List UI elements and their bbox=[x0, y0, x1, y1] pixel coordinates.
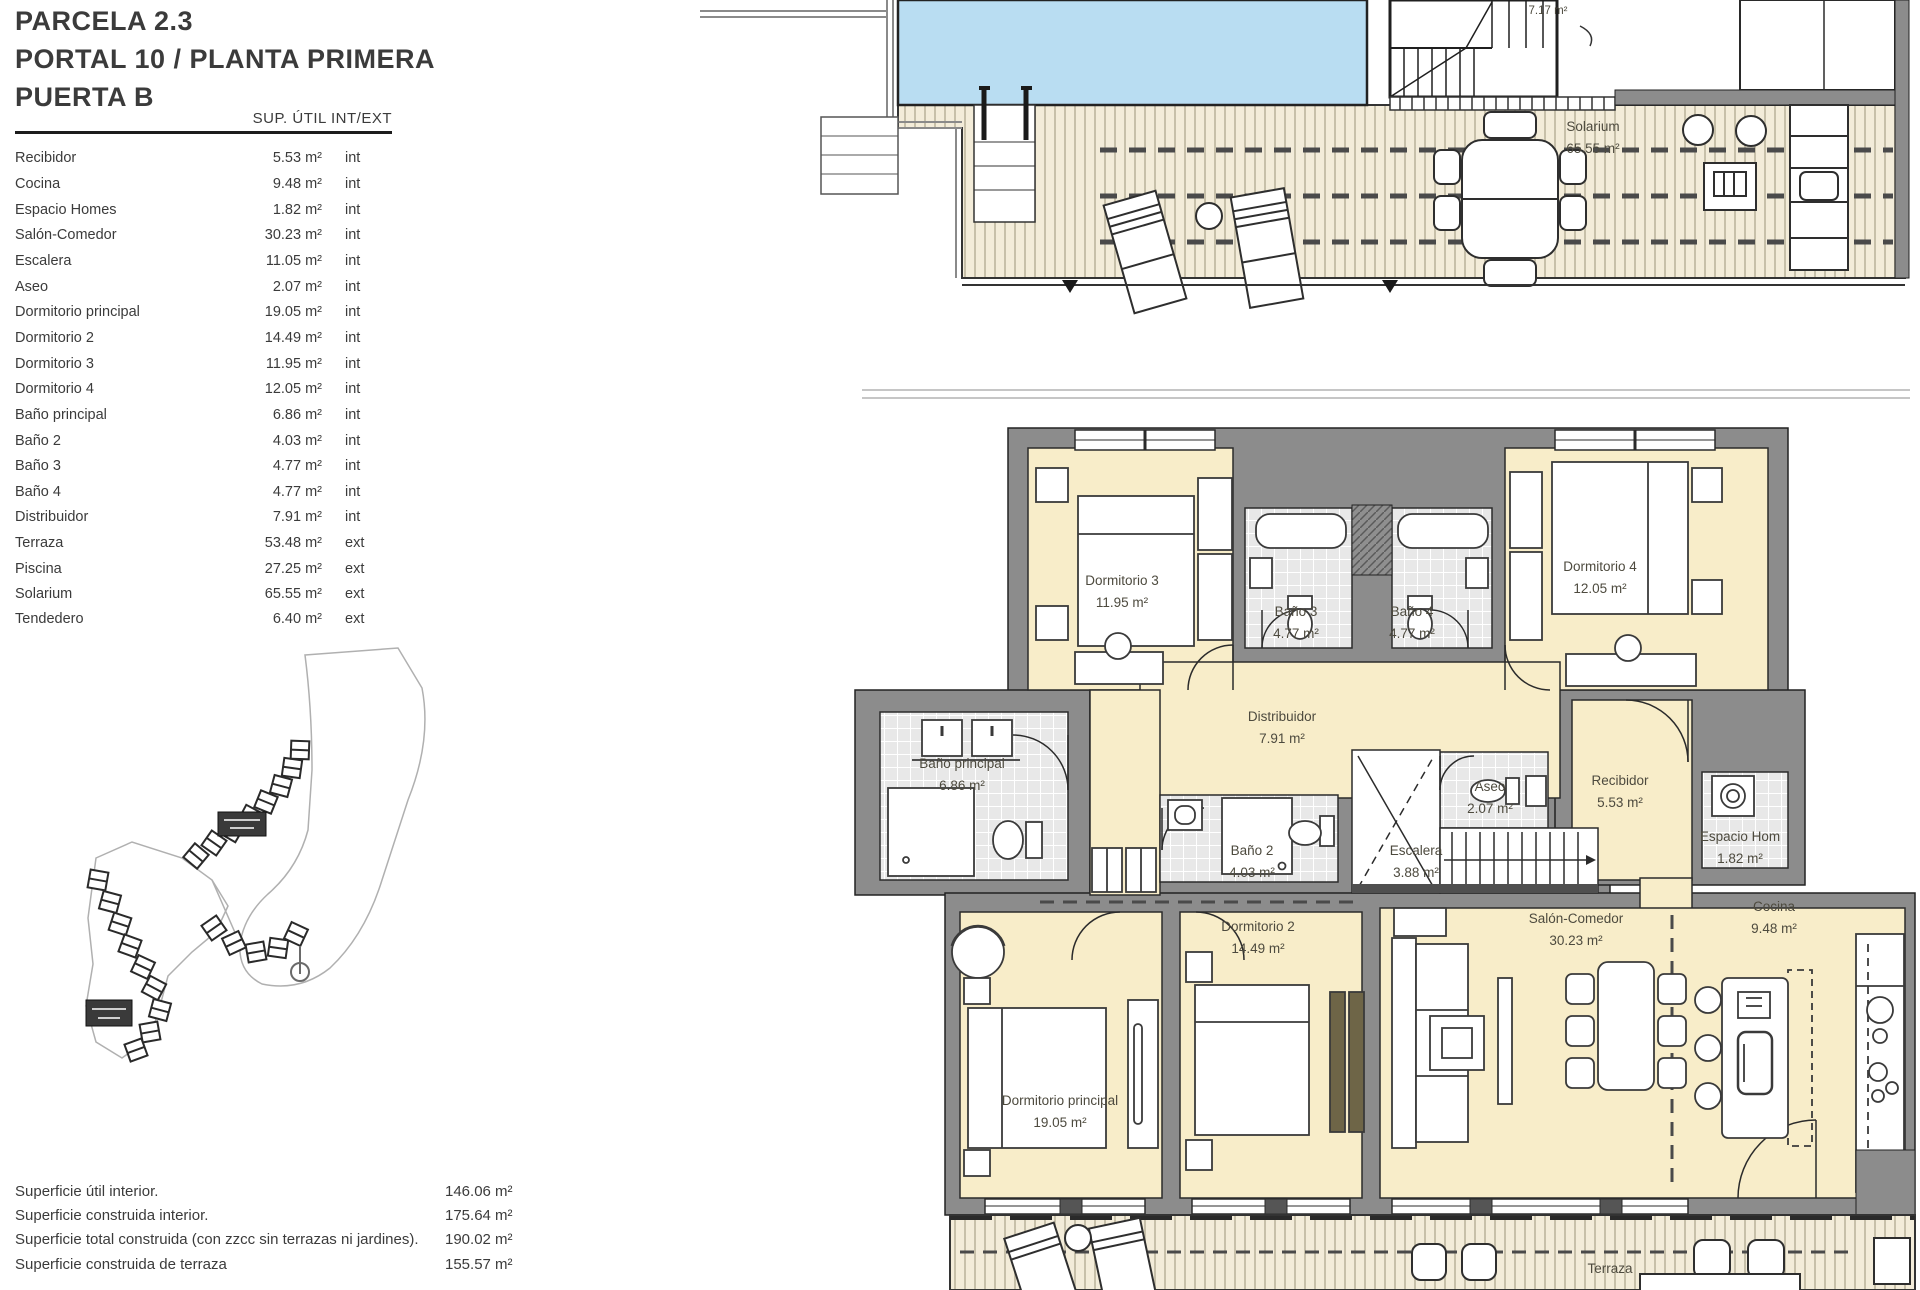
exterior-steps bbox=[821, 117, 898, 194]
label-dormitorio-principal: Dormitorio principal 19.05 m² bbox=[1001, 1093, 1119, 1130]
wall bbox=[1615, 90, 1905, 105]
label-bano-2: Baño 2 4.03 m² bbox=[1229, 843, 1275, 880]
label-solarium: Solarium 65.55 m² bbox=[1566, 119, 1620, 156]
label-bano-3: Baño 3 4.77 m² bbox=[1273, 604, 1319, 641]
pool-steps bbox=[974, 88, 1035, 222]
table-row: Dormitorio 3 11.95 m² int bbox=[15, 356, 361, 372]
label-dormitorio-2: Dormitorio 2 14.49 m² bbox=[1221, 919, 1295, 956]
table-row: Terraza 53.48 m² ext bbox=[15, 535, 365, 551]
summary-row: Superficie total construida (con zzcc sin terrazas ni jardines). 190.02 m² bbox=[15, 1231, 513, 1248]
sheet-title-puerta: PUERTA B bbox=[15, 82, 154, 112]
label-bano-principal: Baño principal 6.86 m² bbox=[919, 756, 1005, 793]
washer-icon bbox=[1712, 776, 1754, 816]
sheet-title-parcela: PARCELA 2.3 bbox=[15, 6, 194, 36]
pool bbox=[898, 0, 1367, 105]
label-dormitorio-3: Dormitorio 3 11.95 m² bbox=[1085, 573, 1159, 610]
label-bano-4: Baño 4 4.77 m² bbox=[1389, 604, 1435, 641]
table-row: Baño 3 4.77 m² int bbox=[15, 458, 361, 474]
tendedero-room bbox=[1740, 0, 1895, 90]
summary-row: Superficie útil interior. 146.06 m² bbox=[15, 1183, 513, 1200]
table-row: Dormitorio 2 14.49 m² int bbox=[15, 330, 361, 346]
wall bbox=[1856, 1150, 1915, 1215]
label-espacio-homes: Espacio Hom 1.82 m² bbox=[1699, 829, 1781, 866]
side-table bbox=[1196, 203, 1222, 229]
wall bbox=[1895, 0, 1909, 278]
summary-row: Superficie construida de terraza 155.57 m² bbox=[15, 1256, 513, 1273]
summary-row: Superficie construida interior. 175.64 m² bbox=[15, 1207, 513, 1224]
site-boundary bbox=[86, 648, 425, 1058]
table-row: Baño 2 4.03 m² int bbox=[15, 433, 361, 449]
drain-arrow-icon bbox=[1382, 280, 1398, 293]
terraza bbox=[950, 1215, 1915, 1290]
label-distribuidor: Distribuidor 7.91 m² bbox=[1247, 709, 1317, 746]
stair-railing bbox=[1352, 884, 1598, 893]
main-floor-plan bbox=[840, 360, 1920, 1290]
label-leader bbox=[1580, 26, 1592, 46]
shaft bbox=[1352, 505, 1392, 575]
label-terraza: Terraza bbox=[1587, 1261, 1633, 1276]
table-row: Dormitorio principal 19.05 m² int bbox=[15, 304, 361, 320]
table-row: Tendedero 6.40 m² ext bbox=[15, 611, 365, 627]
table-row: Dormitorio 4 12.05 m² int bbox=[15, 381, 361, 397]
table-row: Cocina 9.48 m² int bbox=[15, 176, 361, 192]
label-stair-area: 7.17 m² bbox=[1528, 5, 1568, 17]
label-salon-comedor: Salón-Comedor 30.23 m² bbox=[1528, 911, 1624, 948]
site-plan bbox=[55, 635, 435, 1065]
windows bbox=[985, 1199, 1688, 1214]
label-cocina: Cocina 9.48 m² bbox=[1751, 899, 1797, 936]
table-row: Aseo 2.07 m² int bbox=[15, 279, 361, 295]
table-row: Salón-Comedor 30.23 m² int bbox=[15, 227, 361, 243]
area-table-header: SUP. ÚTIL INT/EXT bbox=[252, 110, 392, 127]
table-row: Baño 4 4.77 m² int bbox=[15, 484, 361, 500]
table-row: Distribuidor 7.91 m² int bbox=[15, 509, 361, 525]
table-row: Escalera 11.05 m² int bbox=[15, 253, 361, 269]
sheet-title-portal: PORTAL 10 / PLANTA PRIMERA bbox=[15, 44, 436, 74]
table-row: Recibidor 5.53 m² int bbox=[15, 150, 361, 166]
drain-arrow-icon bbox=[1062, 280, 1078, 293]
table-row: Baño principal 6.86 m² int bbox=[15, 407, 361, 423]
table-row: Espacio Homes 1.82 m² int bbox=[15, 202, 361, 218]
label-escalera: Escalera 3.88 m² bbox=[1389, 843, 1443, 880]
table-row: Piscina 27.25 m² ext bbox=[15, 561, 365, 577]
label-aseo: Aseo 2.07 m² bbox=[1467, 779, 1513, 816]
area-table-rule bbox=[15, 131, 392, 134]
solarium-railing bbox=[1390, 97, 1615, 110]
table-row: Solarium 65.55 m² ext bbox=[15, 586, 365, 602]
label-dormitorio-4: Dormitorio 4 12.05 m² bbox=[1563, 559, 1637, 596]
solarium-floor-plan bbox=[680, 0, 1920, 315]
label-recibidor: Recibidor 5.53 m² bbox=[1591, 773, 1649, 810]
lower-terrace-edge bbox=[862, 390, 1910, 398]
north-compass-icon bbox=[291, 946, 309, 981]
